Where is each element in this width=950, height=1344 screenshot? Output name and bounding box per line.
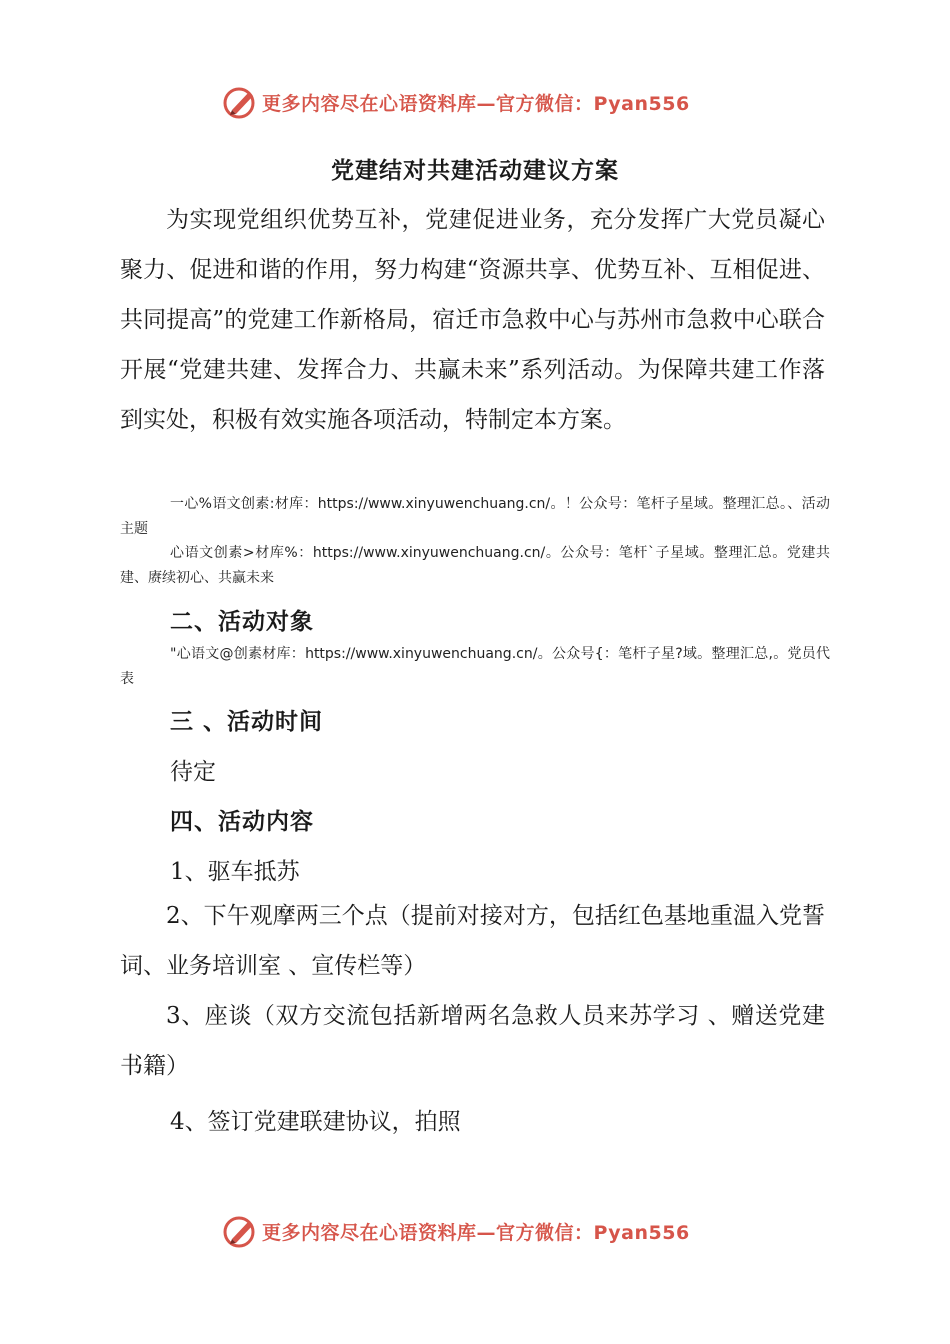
banner-text: 更多内容尽在心语资料库—官方微信：Pyan556 bbox=[262, 1221, 690, 1244]
content-item-1: 1、驱车抵苏 bbox=[170, 859, 300, 885]
content-item-3: 3、座谈（双方交流包括新增两名急救人员来苏学习 、赠送党建书籍） bbox=[120, 1003, 825, 1079]
watermark-note-1: 一心%语文创素:材库：https://www.xinyuwenchuang.cn/。！公众号：笔杆子星域。整理汇总。、活动主题 bbox=[120, 496, 830, 537]
pen-logo-icon bbox=[222, 84, 258, 120]
document-title: 党建结对共建活动建议方案 bbox=[331, 158, 619, 184]
header-banner bbox=[222, 84, 712, 120]
watermark-note-3: "心语文@创素材库：https://www.xinyuwenchuang.cn/。公众号{：笔杆子星?域。整理汇总,。党员代表 bbox=[120, 646, 830, 687]
section-heading-time: 三 、活动时间 bbox=[170, 709, 324, 735]
content-item-2: 2、下午观摩两三个点（提前对接对方，包括红色基地重温入党誓词、业务培训室 、宣传栏等） bbox=[120, 903, 825, 979]
pen-logo-icon bbox=[222, 1213, 258, 1249]
time-value: 待定 bbox=[170, 759, 216, 785]
section-heading-content: 四、活动内容 bbox=[170, 809, 314, 835]
banner-text: 更多内容尽在心语资料库—官方微信：Pyan556 bbox=[262, 92, 690, 115]
watermark-note-2: 心语文创素>材库%：https://www.xinyuwenchuang.cn/。公众号：笔杆`子星域。整理汇总。党建共建、赓续初心、共赢未来 bbox=[120, 545, 830, 586]
section-heading-target: 二、活动对象 bbox=[170, 609, 314, 635]
intro-paragraph: 为实现党组织优势互补，党建促进业务，充分发挥广大党员凝心聚力、促进和谐的作用，努力构建“资源共享、优势互补、互相促进、共同提高”的党建工作新格局，宿迁市急救中心与苏州市急救中心联合开展“党建共建、发挥合力、共赢未来”系列活动。为保障共建工作落到实处，积极有效实施各项活动，特制定本方案。 bbox=[120, 207, 825, 433]
footer-banner bbox=[222, 1213, 712, 1249]
content-item-4: 4、签订党建联建协议，拍照 bbox=[170, 1109, 461, 1135]
